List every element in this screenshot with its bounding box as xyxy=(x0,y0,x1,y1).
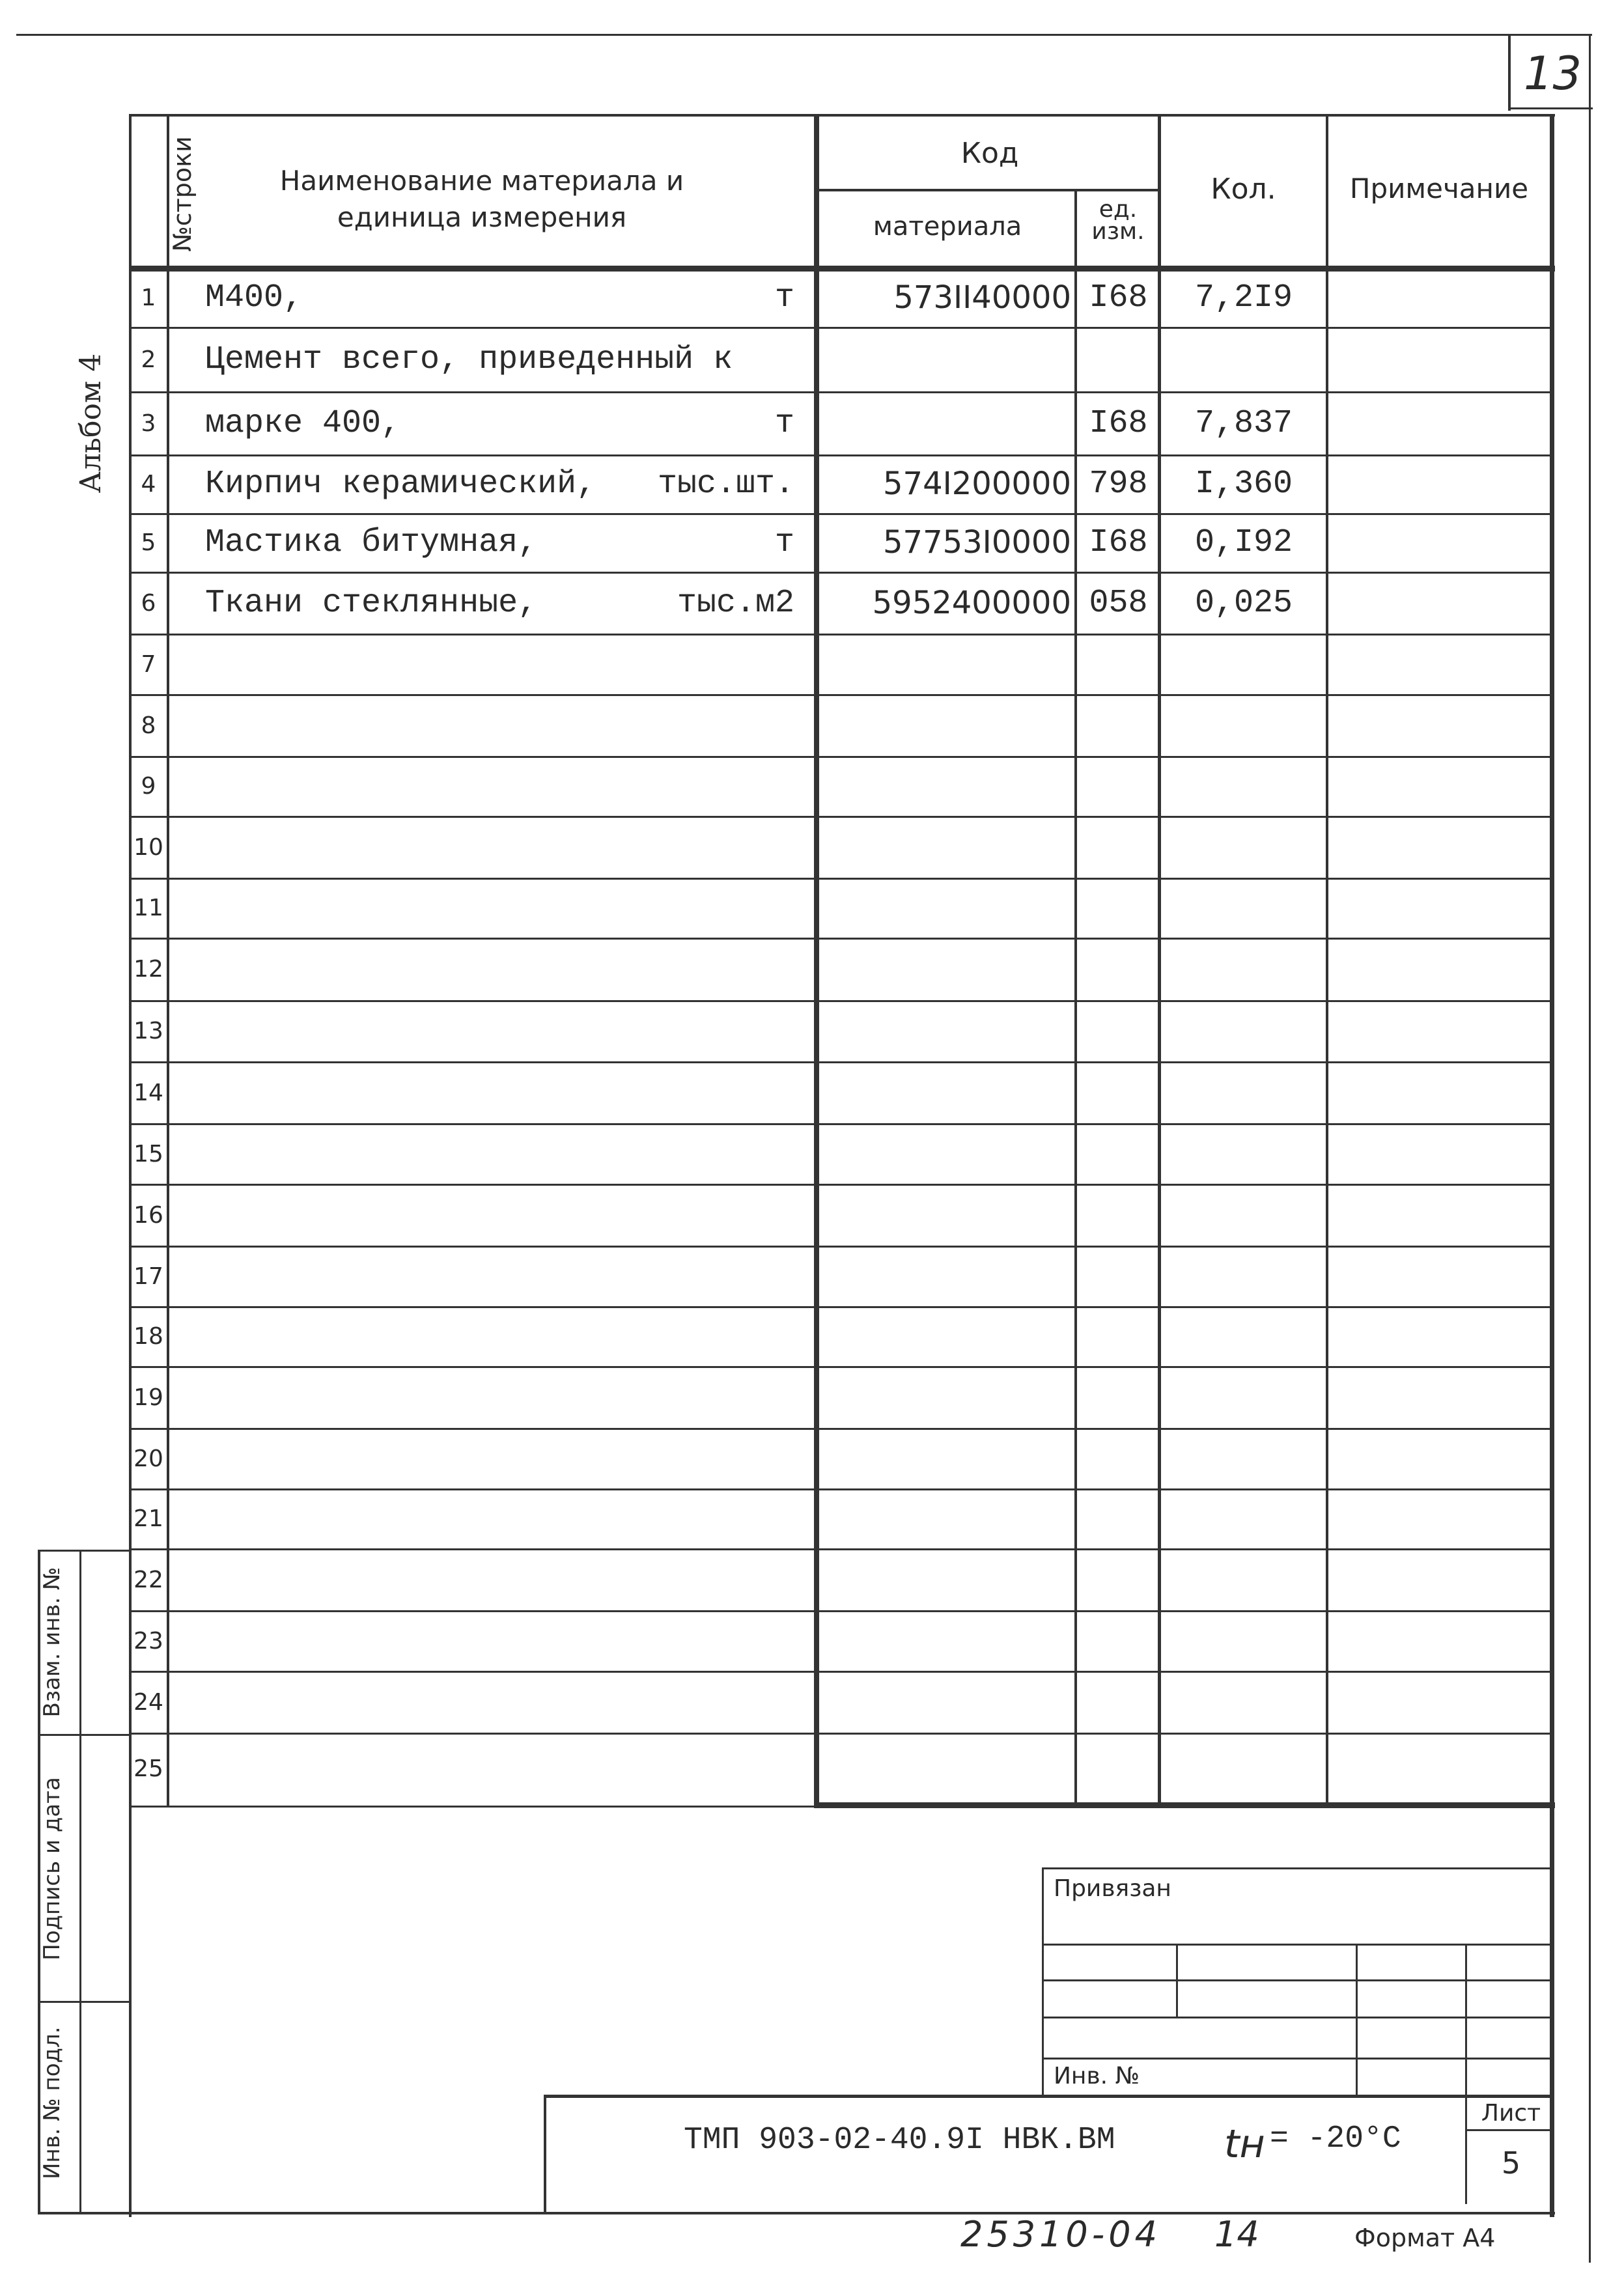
row-number: 24 xyxy=(133,1688,163,1716)
document-code: ТМП 903-02-40.9I НВК.ВМ xyxy=(684,2123,1115,2158)
row-number: 1 xyxy=(141,284,156,311)
list-divider xyxy=(1465,2129,1553,2131)
top-border-line xyxy=(16,34,1592,36)
row-material-code: 574I200000 xyxy=(882,466,1071,502)
header-unit-line1: ед. xyxy=(1099,196,1138,223)
row-separator xyxy=(130,1306,1553,1308)
row-qty: 0,025 xyxy=(1194,584,1293,622)
row-unit-code: 798 xyxy=(1089,466,1148,503)
header-material: материала xyxy=(873,212,1022,242)
privyazan-grid-2 xyxy=(1042,1979,1553,1981)
row-number: 16 xyxy=(133,1201,163,1229)
row-separator xyxy=(130,1366,1553,1368)
row-number: 5 xyxy=(141,529,156,556)
privyazan-label: Привязан xyxy=(1054,1875,1171,1902)
row-separator xyxy=(130,454,1553,456)
page-bottom-line xyxy=(38,2212,1555,2214)
row-separator xyxy=(130,1123,1553,1125)
row-number: 21 xyxy=(133,1505,163,1532)
row-number: 17 xyxy=(133,1263,163,1290)
header-note: Примечание xyxy=(1349,173,1529,204)
name-col-line xyxy=(814,114,819,1807)
qty-col-line xyxy=(1326,114,1328,1807)
privyazan-vline-1 xyxy=(1176,1944,1178,2018)
header-row-no: №строки xyxy=(168,136,197,252)
row-number: 10 xyxy=(133,833,163,861)
row-unit-code: I68 xyxy=(1089,404,1148,442)
temperature-value: = -20°C xyxy=(1270,2121,1401,2157)
header-name: Наименование материала и единица измерения xyxy=(279,165,684,233)
row-number: 23 xyxy=(133,1627,163,1655)
row-material-code: 573II40000 xyxy=(893,279,1071,316)
row-unit: тыс.шт. xyxy=(657,466,794,503)
row-separator xyxy=(130,938,1553,940)
row-separator xyxy=(130,1246,1553,1248)
row-number: 14 xyxy=(133,1079,163,1106)
row-separator xyxy=(130,1671,1553,1673)
row-name: Цемент всего, приведенный к xyxy=(205,341,733,378)
privyazan-vline-2 xyxy=(1356,1944,1358,2097)
corner-box-bottom xyxy=(1508,107,1593,109)
row-name: Мастика битумная, xyxy=(205,524,538,561)
row-separator xyxy=(130,694,1553,696)
header-unit-line2: изм. xyxy=(1091,218,1145,245)
row-separator xyxy=(130,816,1553,818)
table-bottom-thin xyxy=(129,1806,819,1808)
rownum-col-line xyxy=(167,114,169,1807)
row-qty: I,360 xyxy=(1194,466,1293,503)
inv-no-label: Инв. № xyxy=(1054,2063,1140,2089)
row-separator xyxy=(130,513,1553,515)
table-right-border xyxy=(1550,114,1554,2217)
unit-col-line xyxy=(1158,114,1161,1807)
list-value: 5 xyxy=(1501,2145,1521,2181)
header-qty: Кол. xyxy=(1211,173,1276,206)
header-bottom-line xyxy=(129,266,1555,272)
row-number: 9 xyxy=(141,773,156,800)
privyazan-left xyxy=(1042,1867,1044,2097)
right-border-line xyxy=(1589,36,1591,2263)
row-qty: 0,I92 xyxy=(1194,524,1293,561)
privyazan-vline-3 xyxy=(1465,1944,1467,2204)
stamp-divider-1 xyxy=(38,1734,130,1736)
page-number-corner: 13 xyxy=(1524,47,1582,100)
row-material-code: 57753I0000 xyxy=(882,524,1071,561)
row-separator xyxy=(130,1000,1553,1002)
row-unit-code: I68 xyxy=(1089,279,1148,316)
row-number: 2 xyxy=(141,346,156,373)
row-separator xyxy=(130,756,1553,758)
header-code: Код xyxy=(960,137,1019,170)
handwritten-number: 25310-04 xyxy=(960,2214,1161,2255)
row-number: 6 xyxy=(141,589,156,617)
stamp-vzam-inv: Взам. инв. № xyxy=(39,1567,65,1718)
row-separator xyxy=(130,1428,1553,1430)
row-separator xyxy=(130,1733,1553,1735)
privyazan-top xyxy=(1042,1867,1553,1869)
row-number: 22 xyxy=(133,1566,163,1593)
row-number: 11 xyxy=(133,895,163,921)
row-separator xyxy=(130,572,1553,574)
privyazan-grid-1 xyxy=(1042,1944,1553,1946)
row-separator xyxy=(130,1488,1553,1490)
title-block-top xyxy=(544,2095,1553,2098)
stamp-inv-podl: Инв. № подл. xyxy=(39,2026,65,2179)
privyazan-grid-4 xyxy=(1042,2058,1553,2060)
row-number: 7 xyxy=(141,650,156,678)
table-top-border xyxy=(129,114,1555,117)
row-separator xyxy=(130,1061,1553,1063)
row-number: 12 xyxy=(133,956,163,983)
row-material-code: 5952400000 xyxy=(872,584,1071,621)
row-number: 13 xyxy=(133,1018,163,1044)
privyazan-grid-3 xyxy=(1042,2017,1553,2018)
row-number: 19 xyxy=(133,1384,163,1411)
row-qty: 7,2I9 xyxy=(1194,279,1293,316)
stamp-podpis-data: Подпись и дата xyxy=(39,1777,65,1961)
code-subheader-line xyxy=(814,189,1159,191)
album-label: Альбом 4 xyxy=(74,353,107,494)
row-unit-code: I68 xyxy=(1089,524,1148,561)
header-unit xyxy=(1078,196,1158,245)
row-unit: т xyxy=(774,524,794,561)
row-name: марке 400, xyxy=(205,404,401,442)
handwritten-number-2: 14 xyxy=(1214,2214,1259,2255)
row-unit-code: 058 xyxy=(1089,584,1148,622)
row-qty: 7,837 xyxy=(1194,404,1293,442)
stamp-top-line xyxy=(38,1550,130,1552)
row-separator xyxy=(130,1610,1553,1612)
row-number: 20 xyxy=(133,1445,163,1472)
row-name: Кирпич керамический, xyxy=(205,466,596,503)
format-label: Формат А4 xyxy=(1354,2224,1496,2252)
stamp-divider-2 xyxy=(38,2001,130,2003)
stamp-inner-line xyxy=(79,1550,81,2214)
row-number: 3 xyxy=(141,410,156,437)
row-number: 18 xyxy=(133,1323,163,1350)
corner-box-divider xyxy=(1508,36,1511,111)
row-number: 8 xyxy=(141,712,156,739)
row-separator xyxy=(130,327,1553,329)
row-name: М400, xyxy=(205,279,303,316)
row-unit: т xyxy=(774,279,794,316)
row-separator xyxy=(130,878,1553,880)
list-label: Лист xyxy=(1481,2100,1541,2127)
material-col-line xyxy=(1074,189,1077,1807)
temperature-symbol: tн xyxy=(1224,2121,1265,2167)
row-separator xyxy=(130,391,1553,393)
row-separator xyxy=(130,1548,1553,1550)
title-block-left xyxy=(544,2095,546,2213)
row-number: 15 xyxy=(133,1140,163,1167)
table-bottom-thick xyxy=(814,1802,1555,1808)
row-separator xyxy=(130,634,1553,635)
row-number: 4 xyxy=(141,471,156,497)
row-unit: т xyxy=(774,404,794,442)
row-separator xyxy=(130,1184,1553,1186)
row-unit: тыс.м2 xyxy=(677,584,794,622)
row-name: Ткани стеклянные, xyxy=(205,584,538,622)
row-number: 25 xyxy=(133,1755,163,1782)
